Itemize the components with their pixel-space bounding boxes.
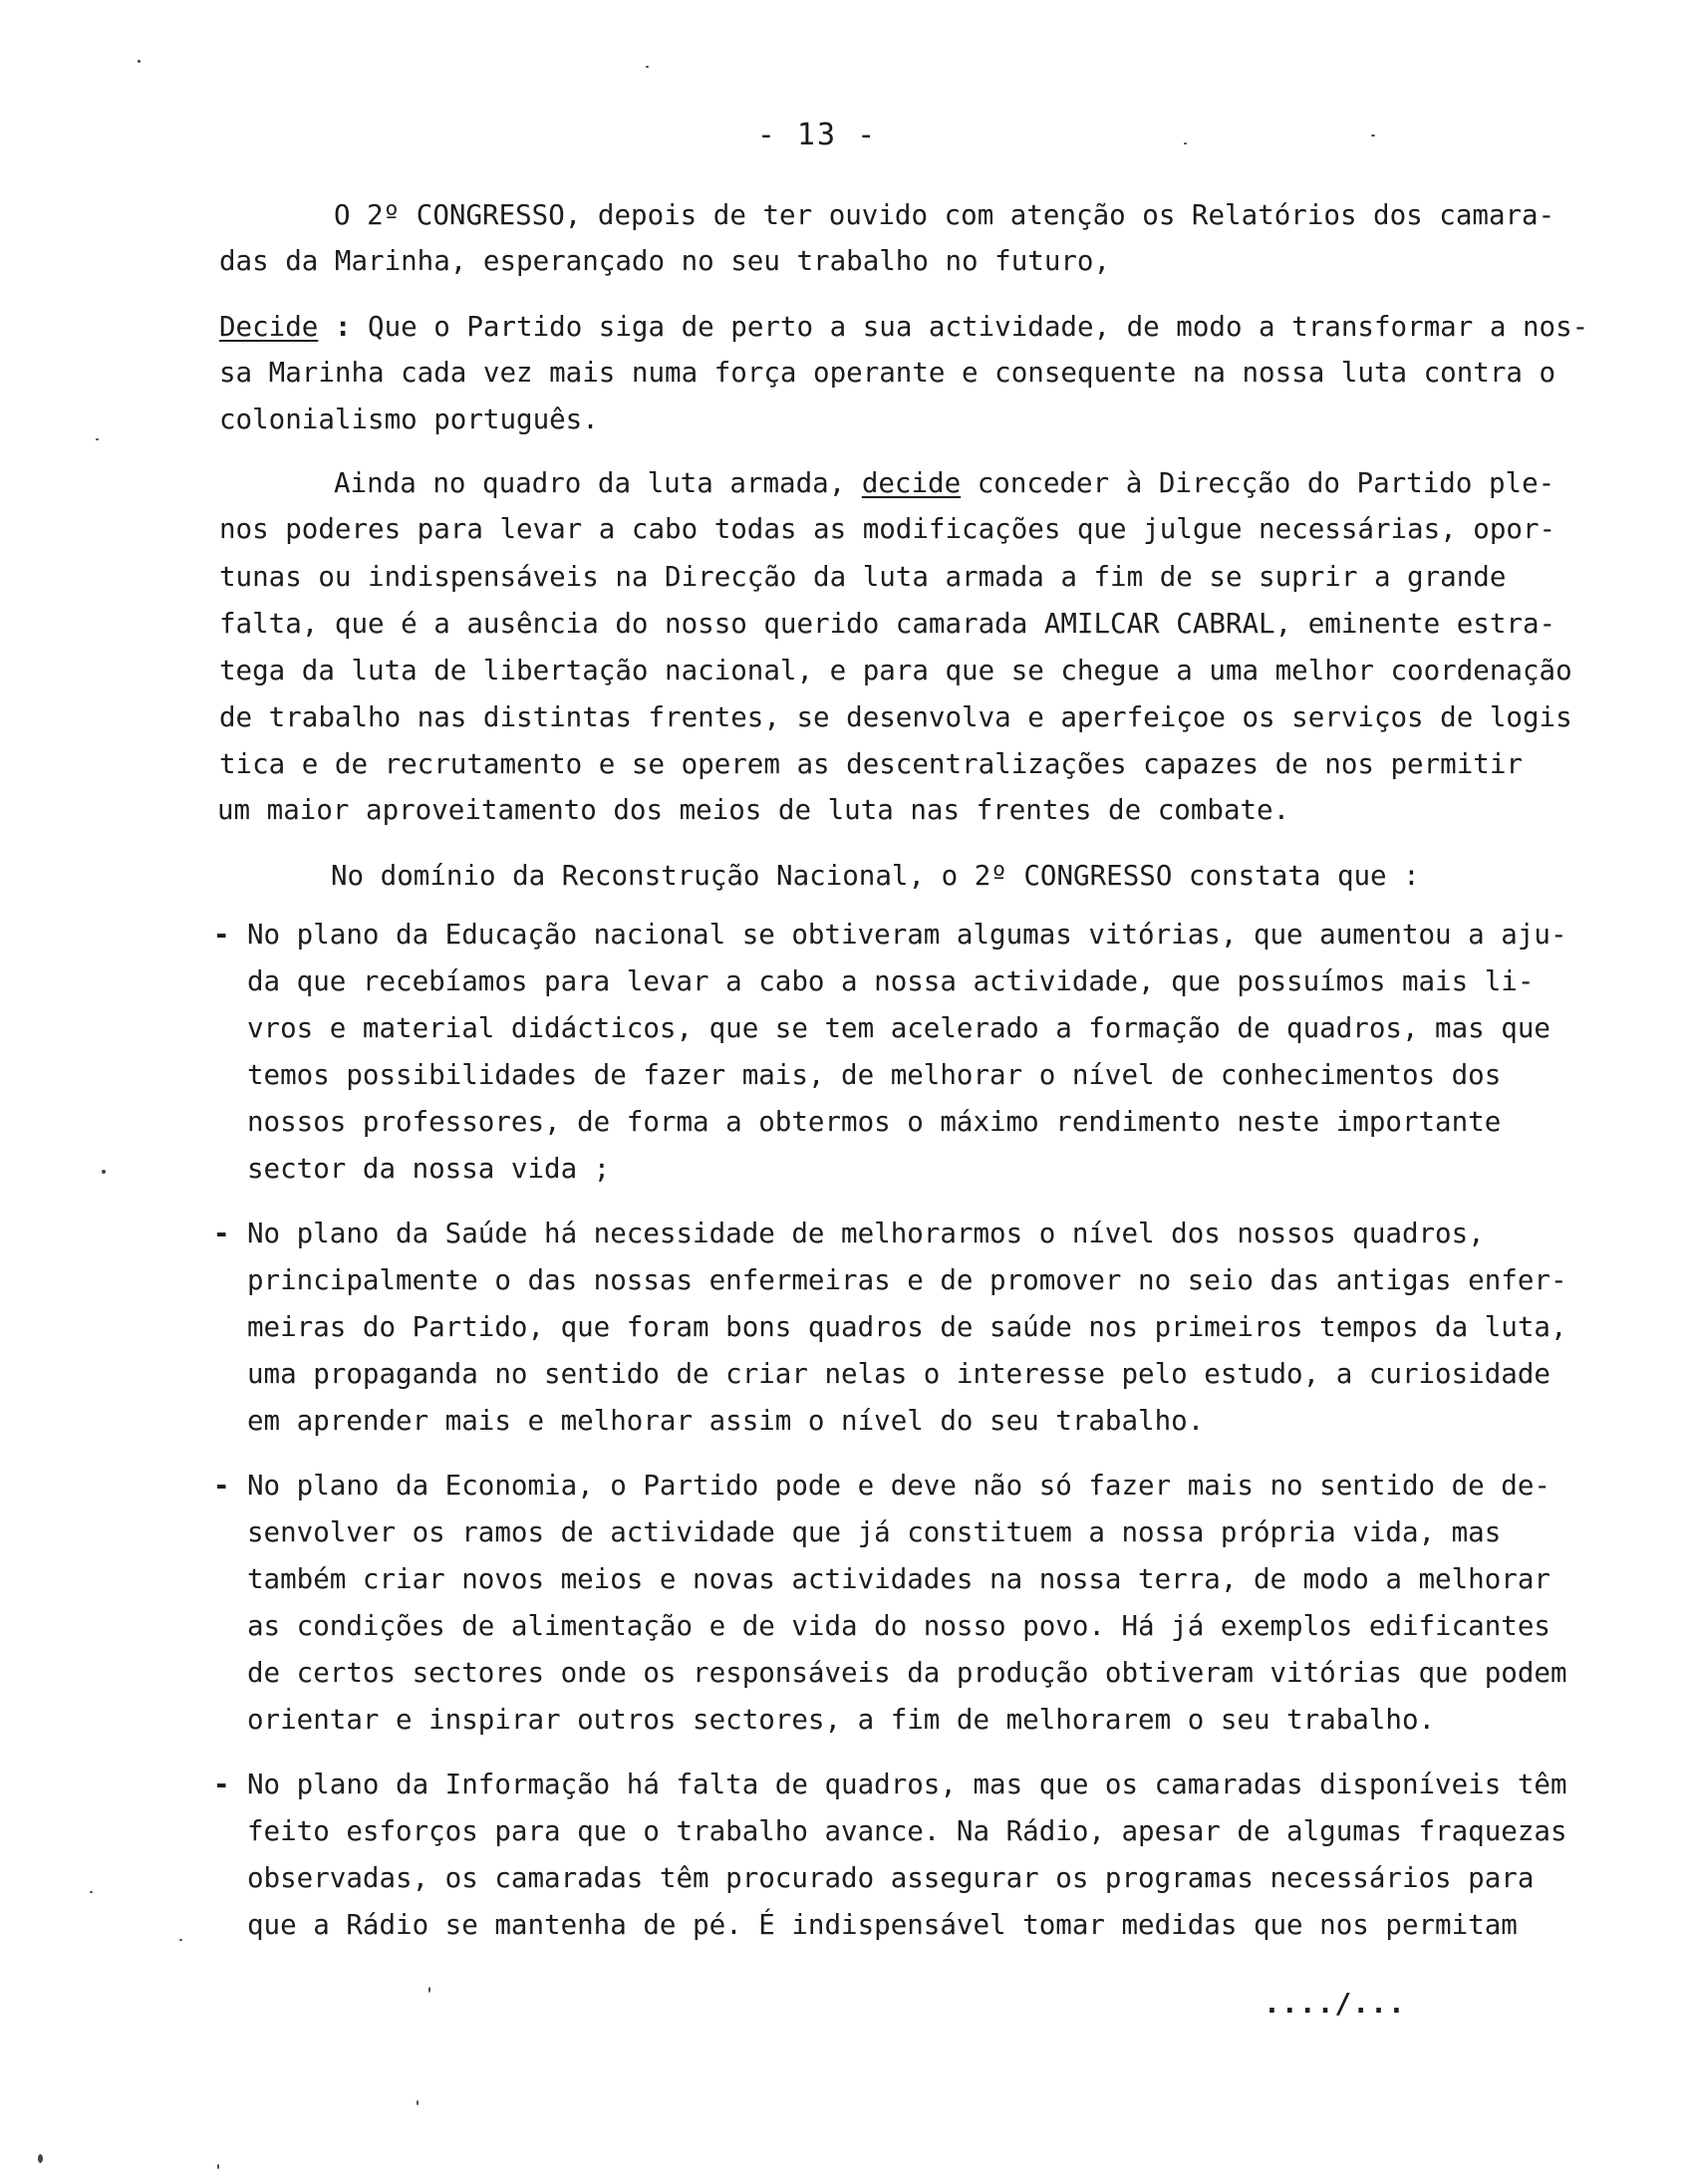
armed-line-1-before: Ainda no quadro da luta armada, (334, 467, 862, 499)
armed-line-8: um maior aproveitamento dos meios de luta nas frentes de combate. (217, 794, 1290, 826)
scan-speck (138, 60, 141, 63)
health-line-5: em aprender mais e melhorar assim o nível do seu trabalho. (247, 1405, 1205, 1437)
scan-speck (417, 2100, 419, 2105)
scan-speck (102, 1170, 106, 1174)
economy-line-6: orientar e inspirar outros sectores, a fim de melhorarem o seu trabalho. (247, 1704, 1436, 1736)
decide-keyword-2: decide (861, 467, 962, 499)
information-line-4: que a Rádio se mantenha de pé. É indispensável tomar medidas que nos permitam (247, 1909, 1518, 1941)
education-line-1: No plano da Educação nacional se obtiveram algumas vitórias, que aumentou a aju- (247, 919, 1567, 951)
scan-speck (90, 1891, 93, 1893)
armed-line-3: tunas ou indispensáveis na Direcção da luta armada a fim de se suprir a grande (219, 561, 1507, 593)
health-line-1: No plano da Saúde há necessidade de melhorarmos o nível dos nossos quadros, (247, 1218, 1485, 1249)
health-line-3: meiras do Partido, que foram bons quadros de saúde nos primeiros tempos da luta, (247, 1311, 1567, 1343)
economy-line-4: as condições de alimentação e de vida do nosso povo. Há já exemplos edificantes (247, 1610, 1550, 1642)
armed-line-5: tega da luta de libertação nacional, e para que se chegue a uma melhor coordenação (219, 655, 1572, 686)
education-line-5: nossos professores, de forma a obtermos o máximo rendimento neste importante (247, 1106, 1502, 1138)
bullet-dash-economy: - (213, 1470, 230, 1502)
information-line-2: feito esforços para que o trabalho avance. Na Rádio, apesar de algumas fraquezas (247, 1815, 1567, 1847)
scan-speck (1184, 142, 1187, 144)
decide-line-1-text: Que o Partido siga de perto a sua actividade, de modo a transformar a nos- (368, 311, 1589, 343)
economy-line-2: senvolver os ramos de actividade que já constituem a nossa própria vida, mas (247, 1516, 1502, 1548)
education-line-2: da que recebíamos para levar a cabo a nossa actividade, que possuímos mais li- (247, 965, 1535, 997)
armed-line-2: nos poderes para levar a cabo todas as modificações que julgue necessárias, opor- (219, 513, 1556, 545)
reconstruction-intro: No domínio da Reconstrução Nacional, o 2º CONGRESSO constata que : (331, 860, 1420, 892)
continuation-mark: ..../... (1264, 1987, 1406, 2020)
scan-speck (38, 2154, 43, 2163)
economy-line-3: também criar novos meios e novas actividades na nossa terra, de modo a melhorar (247, 1563, 1550, 1595)
health-line-4: uma propaganda no sentido de criar nelas o interesse pelo estudo, a curiosidade (247, 1358, 1550, 1390)
scan-speck (1371, 135, 1375, 136)
intro-line-2: das da Marinha, esperançado no seu trabalho no futuro, (219, 245, 1111, 277)
armed-line-1 (334, 467, 1555, 499)
scan-speck (217, 2164, 219, 2169)
armed-line-7: tica e de recrutamento e se operem as descentralizações capazes de nos permitir (219, 748, 1523, 780)
scan-speck (646, 66, 649, 68)
economy-line-1: No plano da Economia, o Partido pode e deve não só fazer mais no sentido de de- (247, 1470, 1550, 1502)
armed-line-6: de trabalho nas distintas frentes, se desenvolva e aperfeiçoe os serviços de logis (219, 701, 1572, 733)
education-line-3: vros e material didácticos, que se tem acelerado a formação de quadros, mas que (247, 1012, 1550, 1044)
scan-speck (428, 1987, 430, 1993)
education-line-6: sector da nossa vida ; (247, 1153, 611, 1185)
decide-line-1 (219, 311, 1589, 343)
bullet-dash-health: - (213, 1218, 230, 1249)
information-line-3: observadas, os camaradas têm procurado assegurar os programas necessários para (247, 1862, 1535, 1894)
page-number: - 13 - (756, 118, 878, 152)
information-line-1: No plano da Informação há falta de quadros, mas que os camaradas disponíveis têm (247, 1769, 1567, 1800)
decide-line-2: sa Marinha cada vez mais numa força operante e consequente na nossa luta contra o (219, 357, 1556, 389)
armed-line-1-after: conceder à Direcção do Partido ple- (961, 467, 1555, 499)
bullet-dash-information: - (213, 1769, 230, 1800)
education-line-4: temos possibilidades de fazer mais, de melhorar o nível de conhecimentos dos (247, 1059, 1502, 1091)
scan-speck (96, 438, 99, 440)
decide-keyword: Decide (219, 311, 319, 343)
decide-line-3: colonialismo português. (219, 404, 599, 435)
armed-line-4: falta, que é a ausência do nosso querido camarada AMILCAR CABRAL, eminente estra- (219, 608, 1556, 640)
economy-line-5: de certos sectores onde os responsáveis da produção obtiveram vitórias que podem (247, 1657, 1567, 1689)
bullet-dash-education: - (213, 919, 230, 951)
scan-speck (179, 1939, 182, 1941)
health-line-2: principalmente o das nossas enfermeiras e de promover no seio das antigas enfer- (247, 1264, 1567, 1296)
intro-line-1: O 2º CONGRESSO, depois de ter ouvido com atenção os Relatórios dos camara- (334, 199, 1555, 231)
decide-separator: : (318, 311, 369, 343)
